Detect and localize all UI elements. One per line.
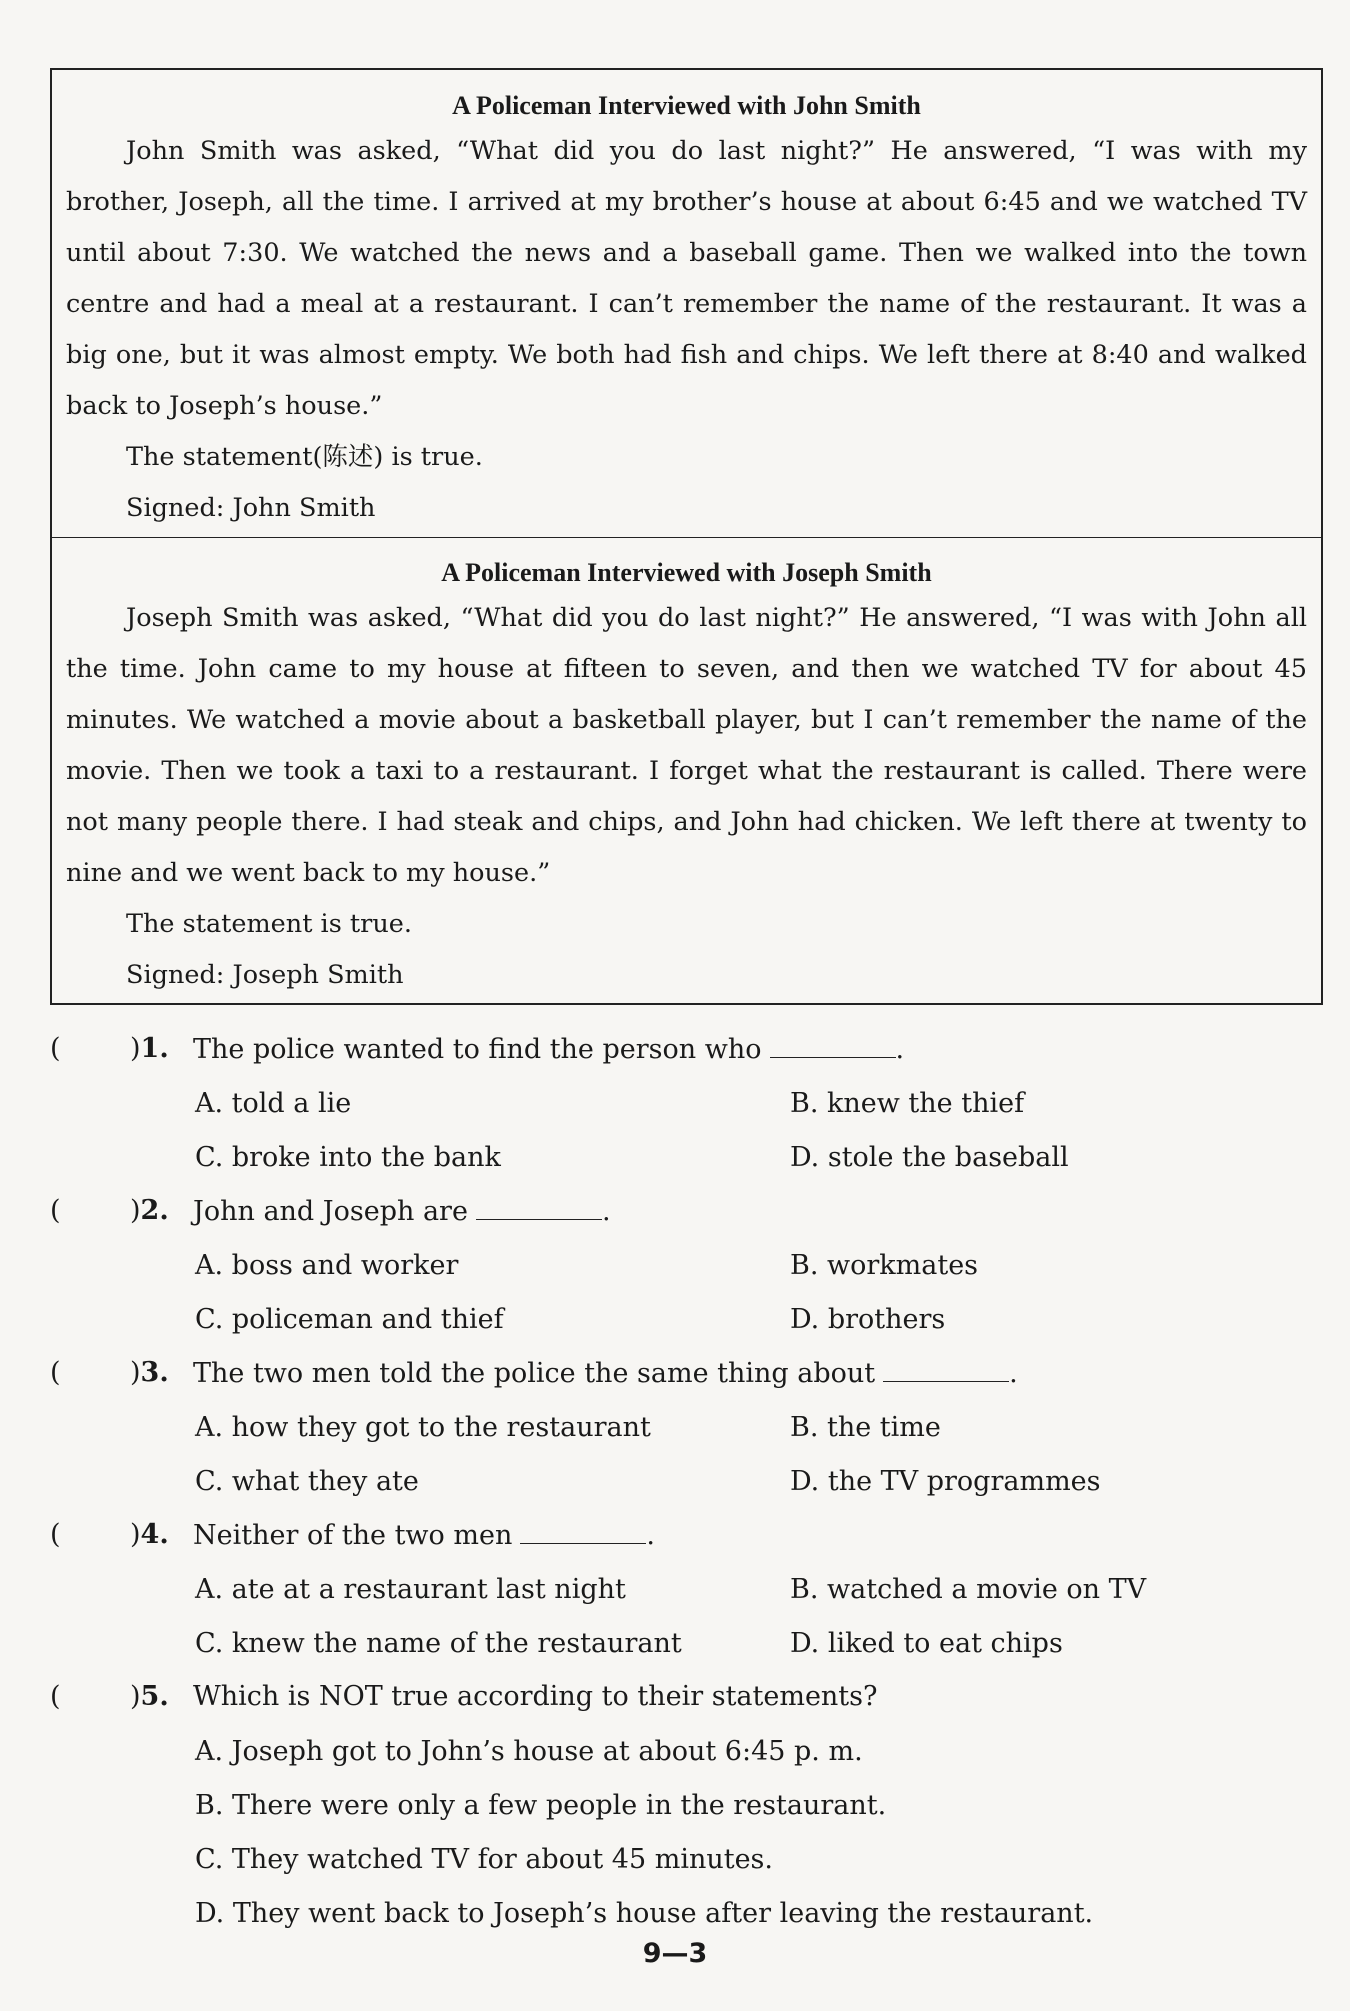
option-c[interactable]: C. knew the name of the restaurant (195, 1628, 682, 1659)
option-b[interactable]: B. watched a movie on TV (790, 1574, 1147, 1605)
answer-paren-open: ( (50, 1519, 61, 1550)
statement-title-joseph: A Policeman Interviewed with Joseph Smith (441, 558, 932, 587)
answer-paren-open: ( (50, 1681, 61, 1712)
question-2 (50, 1189, 1300, 1347)
answer-blank[interactable] (476, 1189, 602, 1220)
question-text: The two men told the police the same thing about . (193, 1351, 1018, 1396)
question-number: 4. (140, 1519, 169, 1550)
answer-blank[interactable] (520, 1513, 646, 1544)
answer-paren-open: ( (50, 1357, 61, 1388)
question-text: The police wanted to find the person who . (193, 1027, 904, 1072)
answer-paren-open: ( (50, 1033, 61, 1064)
option-a[interactable]: A. boss and worker (195, 1250, 459, 1281)
statement-box-john (50, 68, 1323, 538)
answer-blank[interactable] (883, 1351, 1009, 1382)
option-d[interactable]: D. the TV programmes (790, 1466, 1101, 1497)
statement-box-joseph (50, 537, 1323, 1005)
statement-signed-line-joseph: Signed: Joseph Smith (126, 960, 404, 990)
question-4 (50, 1513, 1300, 1671)
answer-paren-close: )1. (130, 1033, 169, 1064)
statement-title-john: A Policeman Interviewed with John Smith (452, 91, 921, 120)
option-a[interactable]: A. ate at a restaurant last night (195, 1574, 626, 1605)
option-c[interactable]: C. They watched TV for about 45 minutes. (195, 1844, 773, 1875)
question-number: 5. (140, 1681, 169, 1712)
statement-truth-line-john: The statement(陈述) is true. (126, 442, 483, 472)
question-text: Neither of the two men . (193, 1513, 655, 1558)
question-1 (50, 1027, 1300, 1185)
option-a[interactable]: A. how they got to the restaurant (195, 1412, 651, 1443)
question-number: 2. (140, 1195, 169, 1226)
answer-paren-close: )5. (130, 1681, 169, 1712)
option-b[interactable]: B. knew the thief (790, 1088, 1025, 1119)
option-a[interactable]: A. Joseph got to John’s house at about 6:45 p. m. (195, 1736, 863, 1767)
answer-paren-open: ( (50, 1195, 61, 1226)
option-c[interactable]: C. what they ate (195, 1466, 419, 1497)
option-b[interactable]: B. the time (790, 1412, 941, 1443)
option-c[interactable]: C. broke into the bank (195, 1142, 501, 1173)
question-number: 3. (140, 1357, 169, 1388)
statement-signed-line-john: Signed: John Smith (126, 493, 376, 523)
statement-paragraph-joseph: Joseph Smith was asked, “What did you do last night?” He answered, “I was with John all the time. John came to my house at fifteen to seven, and then we watched TV for about 45 minutes. We watched a movie about a basketball player, but I can’t remember the name of the movie. Then we took a taxi to a restaurant. I forget what the restaurant is called. There were not many people there. I had steak and chips, and John had chicken. We left there at twenty to nine and we went back to my house.” (66, 603, 1307, 888)
question-5 (50, 1675, 1300, 1941)
answer-paren-close: )3. (130, 1357, 169, 1388)
statement-truth-line-joseph: The statement is true. (126, 909, 412, 939)
statement-paragraph-john: John Smith was asked, “What did you do last night?” He answered, “I was with my brother, Joseph, all the time. I arrived at my brother’s house at about 6:45 and we watched TV until about 7:30. We watched the news and a baseball game. Then we walked into the town centre and had a meal at a restaurant. I can’t remember the name of the restaurant. It was a big one, but it was almost empty. We both had fish and chips. We left there at 8:40 and walked back to Joseph’s house.” (66, 136, 1307, 421)
option-d[interactable]: D. liked to eat chips (790, 1628, 1063, 1659)
option-a[interactable]: A. told a lie (195, 1088, 352, 1119)
answer-paren-close: )2. (130, 1195, 169, 1226)
answer-blank[interactable] (770, 1027, 896, 1058)
option-b[interactable]: B. workmates (790, 1250, 979, 1281)
question-text: John and Joseph are . (193, 1189, 611, 1234)
question-number: 1. (140, 1033, 169, 1064)
question-3 (50, 1351, 1300, 1509)
option-d[interactable]: D. brothers (790, 1304, 946, 1335)
option-d[interactable]: D. stole the baseball (790, 1142, 1069, 1173)
option-c[interactable]: C. policeman and thief (195, 1304, 504, 1335)
answer-paren-close: )4. (130, 1519, 169, 1550)
option-b[interactable]: B. There were only a few people in the restaurant. (195, 1790, 887, 1821)
page-number: 9—3 (642, 1938, 708, 1969)
option-d[interactable]: D. They went back to Joseph’s house after leaving the restaurant. (195, 1898, 1094, 1929)
question-text: Which is NOT true according to their statements? (193, 1681, 878, 1712)
